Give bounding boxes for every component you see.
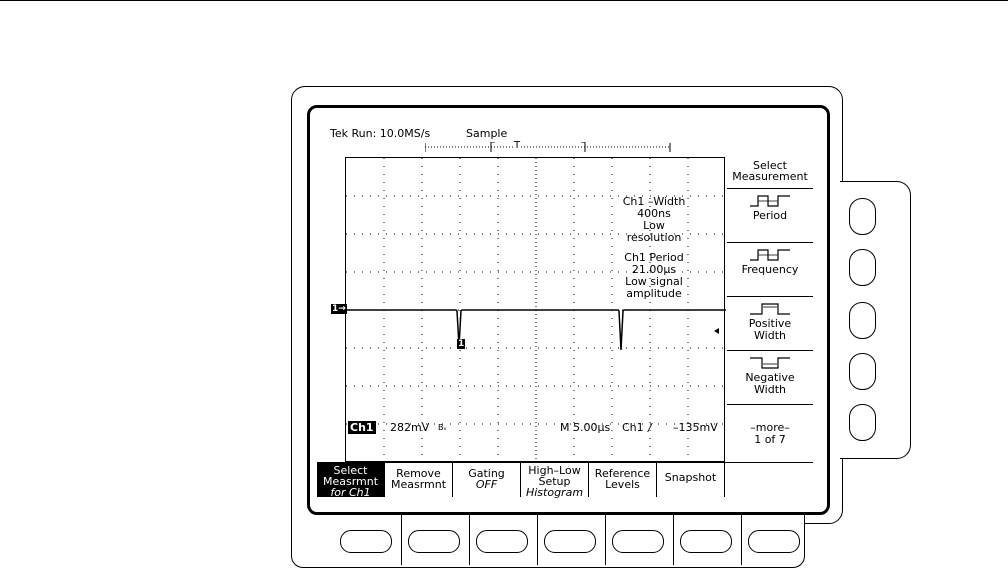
side-item-more[interactable]: –more– 1 of 7 [750, 421, 790, 446]
measurement-readout-1 [584, 196, 724, 244]
side-button-3[interactable] [849, 302, 876, 339]
trigger-level-readout: –135mV [673, 421, 718, 434]
bottom-item-remove-measrmnt[interactable]: Remove Measrmnt [385, 463, 453, 497]
side-button-2[interactable] [849, 249, 876, 286]
bottom-button-7[interactable] [748, 530, 800, 553]
period-waveform-icon [748, 194, 792, 208]
rising-slope-icon: ∕ [648, 421, 652, 434]
side-button-5[interactable] [849, 404, 876, 441]
timebase-readout: M 5.00µs [560, 421, 611, 434]
negative-width-icon [748, 356, 792, 370]
frequency-waveform-icon [748, 248, 792, 262]
measurement-note: Low [643, 219, 665, 232]
acquisition-status: Tek Run: 10.0MS/s [330, 127, 431, 140]
side-item-positive-width[interactable]: Positive Width [727, 297, 813, 351]
measurement-value: 21.00µs [631, 263, 677, 276]
side-button-1[interactable] [849, 198, 876, 235]
measurement-value: 400ns [637, 207, 671, 220]
side-button-4[interactable] [849, 353, 876, 390]
bezel-divider [741, 509, 742, 565]
positive-width-icon [748, 302, 792, 316]
measurement-note: resolution [626, 231, 682, 244]
bottom-button-6[interactable] [680, 530, 732, 553]
trigger-position-marker: T [514, 140, 521, 151]
side-item-frequency[interactable]: Frequency [727, 243, 813, 297]
bottom-item-gating[interactable]: Gating OFF [453, 463, 521, 497]
side-item-period[interactable]: Period [727, 189, 813, 243]
trigger-source-readout: Ch1 [622, 421, 644, 434]
record-view-bar [425, 142, 671, 152]
acquisition-mode: Sample [466, 127, 508, 140]
page-top-rule [0, 0, 1008, 1]
bottom-button-4[interactable] [544, 530, 596, 553]
measurement-note: amplitude [626, 287, 682, 300]
side-menu-title: Select Measurement [727, 157, 813, 189]
bottom-item-select-measrmnt[interactable]: Select Measrmnt for Ch1 [317, 463, 385, 497]
measurement-title: Ch1 –Width [622, 195, 686, 208]
measurement-readout-2 [584, 252, 724, 300]
channel-readout: Ch1 [350, 421, 374, 434]
bottom-menu [317, 462, 813, 499]
ch1-ground-marker: 1→ [332, 304, 346, 314]
side-menu [727, 157, 813, 462]
side-item-negative-width[interactable]: Negative Width [727, 351, 813, 405]
volts-per-div-readout: 282mV [390, 421, 430, 434]
measurement-note: Low signal [625, 275, 683, 288]
bottom-item-reference-levels[interactable]: Reference Levels [589, 463, 657, 497]
bottom-button-5[interactable] [612, 530, 664, 553]
bottom-button-1[interactable] [340, 530, 392, 553]
bottom-button-2[interactable] [408, 530, 460, 553]
bottom-item-snapshot[interactable]: Snapshot [657, 463, 725, 497]
bottom-button-3[interactable] [476, 530, 528, 553]
bottom-item-empty[interactable] [725, 463, 813, 497]
bezel-divider [469, 509, 470, 565]
trigger-level-arrow [714, 328, 719, 334]
bezel-divider [401, 509, 402, 565]
trigger-point-marker: 1 [458, 339, 465, 349]
bezel-divider [605, 509, 606, 565]
bezel-divider [537, 509, 538, 565]
bottom-item-high-low-setup[interactable]: High–Low Setup Histogram [521, 463, 589, 497]
measurement-title: Ch1 Period [624, 251, 684, 264]
bandwidth-limit-icon: Βᵥ [438, 423, 447, 432]
waveform-graticule [345, 157, 725, 462]
bezel-divider [673, 509, 674, 565]
